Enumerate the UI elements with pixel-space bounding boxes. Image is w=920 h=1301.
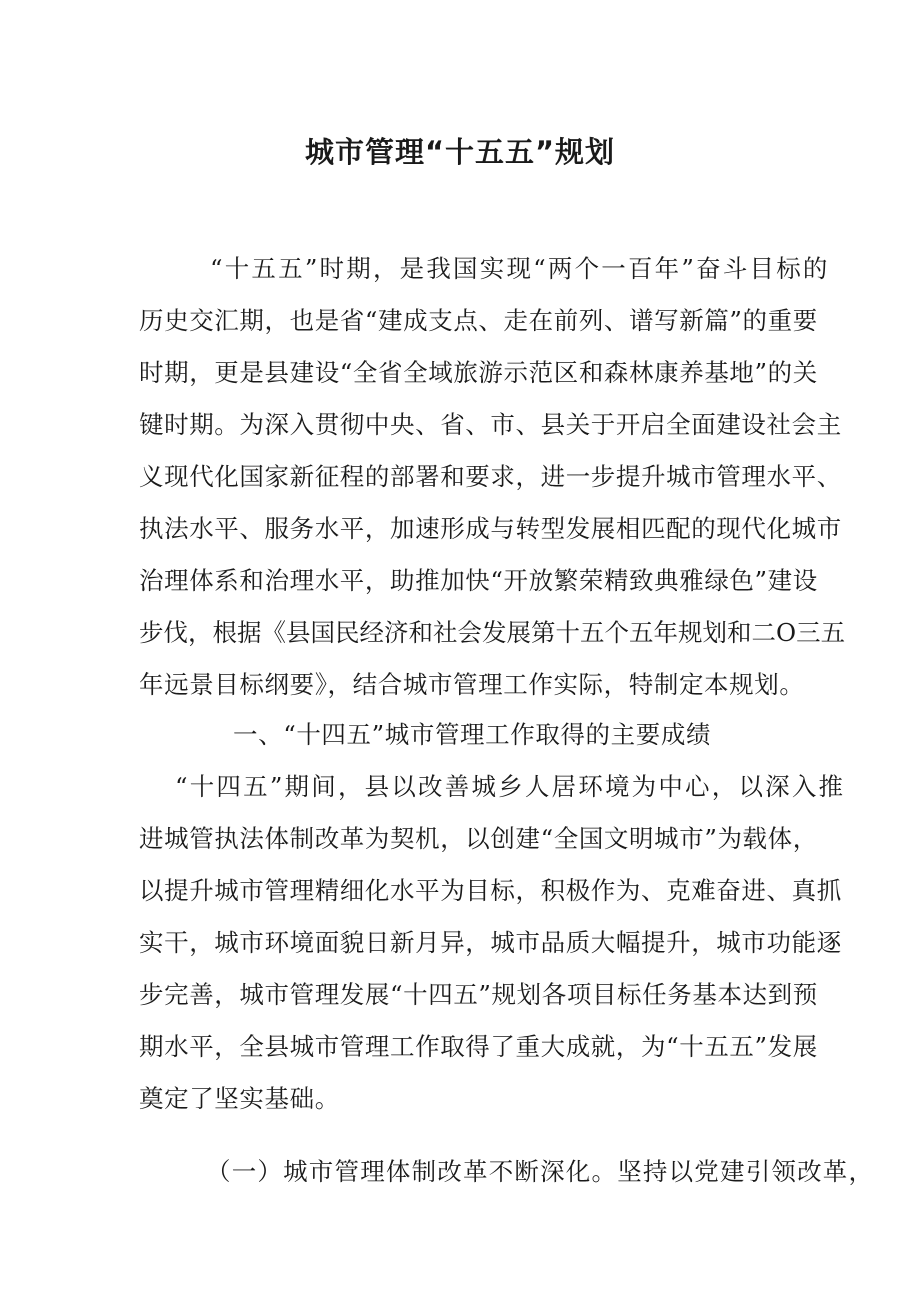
text-line: 步伐，根据《县国民经济和社会发展第十五个五年规划和二O三五 (139, 618, 846, 647)
document-title: 城市管理“十五五”规划 (304, 135, 616, 169)
text-line: 期水平，全县城市管理工作取得了重大成就，为“十五五”发展 (139, 1032, 818, 1061)
text-line: 时期，更是县建设“全省全域旅游示范区和森林康养基地”的关 (139, 358, 818, 387)
text-line: 义现代化国家新征程的部署和要求，进一步提升城市管理水平、 (139, 462, 842, 491)
subsection-line: （一）城市管理体制改革不断深化。坚持以党建引领改革， (206, 1157, 875, 1186)
text-line: 键时期。为深入贯彻中央、省、市、县关于开启全面建设社会主 (139, 410, 842, 439)
text-line: “十五五”时期，是我国实现“两个一百年”奋斗目标的 (210, 254, 830, 283)
section-heading: 一、“十四五”城市管理工作取得的主要成绩 (233, 720, 712, 749)
text-line: 进城管执法体制改革为契机，以创建“全国文明城市”为载体， (139, 824, 818, 853)
text-line: “十四五”期间，县以改善城乡人居环境为中心，以深入推 (175, 772, 846, 801)
text-line: 以提升城市管理精细化水平为目标，积极作为、克难奋进、真抓 (139, 876, 842, 905)
text-line: 年远景目标纲要》，结合城市管理工作实际，特制定本规划。 (139, 670, 805, 699)
text-line: 历史交汇期，也是省“建成支点、走在前列、谱写新篇”的重要 (139, 306, 818, 335)
text-line: 治理体系和治理水平，助推加快“开放繁荣精致典雅绿色”建设 (139, 566, 818, 595)
text-line: 步完善，城市管理发展“十四五”规划各项目标任务基本达到预 (139, 980, 818, 1009)
text-line: 奠定了坚实基础。 (139, 1084, 340, 1113)
text-line: 实干，城市环境面貌日新月异，城市品质大幅提升，城市功能逐 (139, 928, 842, 957)
text-line: 执法水平、服务水平，加速形成与转型发展相匹配的现代化城市 (139, 514, 842, 543)
